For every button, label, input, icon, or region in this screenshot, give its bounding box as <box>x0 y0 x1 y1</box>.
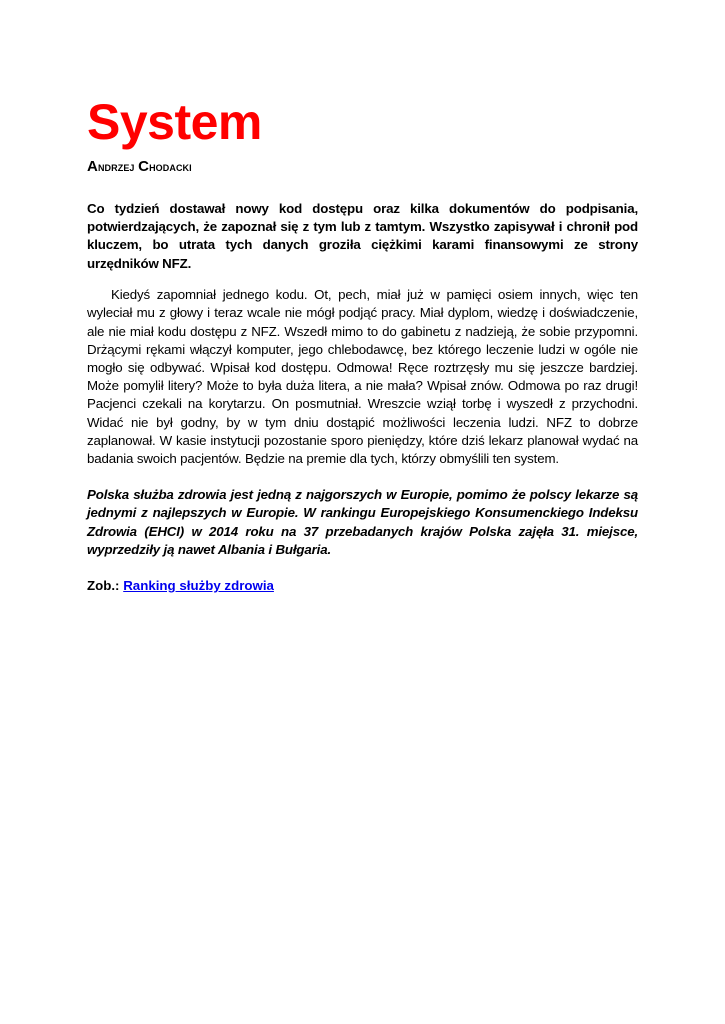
note-paragraph: Polska służba zdrowia jest jedną z najgorszych w Europie, pomimo że polscy lekarze są jednymi z najlepszych w Europie. W rankingu Europejskiego Konsumenckiego Indeksu Zdrowia (EHCI) w 2014 roku na 37 przebadanych krajów Polska zajęła 31. miejsce, wyprzedziły ją nawet Albania i Bułgaria. <box>87 487 638 557</box>
ranking-link[interactable]: Ranking służby zdrowia <box>123 577 274 593</box>
author-first-initial: A <box>87 158 98 175</box>
document-title: System <box>87 94 262 150</box>
author-first-rest: ndrzej <box>97 160 135 174</box>
see-also <box>87 577 638 595</box>
document-page <box>87 92 638 595</box>
author-last-rest: hodacki <box>149 160 192 174</box>
see-also-label: Zob.: <box>87 577 120 593</box>
lead-paragraph: Co tydzień dostawał nowy kod dostępu oraz kilka dokumentów do podpisania, potwierdzających, że zapoznał się z tym lub z tamtym. Wszystko zapisywał i chronił pod kluczem, bo utrata tych danych groziła ciężkimi karami finansowymi ze strony urzędników NFZ. <box>87 201 638 271</box>
author-last-initial: C <box>138 158 150 175</box>
body-paragraph: Kiedyś zapomniał jednego kodu. Ot, pech, miał już w pamięci osiem innych, więc ten wyleciał mu z głowy i teraz wcale nie mógł podjąć pracy. Miał dyplom, wiedzę i doświadczenie, ale nie miał kodu dostępu z NFZ. Wszedł mimo to do gabinetu z nadzieją, że sobie przypomni. Drżącymi rękami włączył komputer, jego chlebodawcę, bez którego leczenie ludzi w ogóle nie mogło się odbywać. Wpisał kod dostępu. Odmowa! Ręce roztrzęsły mu się jeszcze bardziej. Może pomylił litery? Może to była duża litera, a nie mała? Wpisał znów. Odmowa po raz drugi! Pacjenci czekali na korytarzu. On posmutniał. Wreszcie wziął torbę i wyszedł z przychodni. Widać nie był godny, by w tym dniu dostąpić możliwości leczenia ludzi. NFZ to dobrze zaplanował. W kasie instytucji pozostanie sporo pieniędzy, które dziś lekarz planował wydać na badania swoich pacjentów. Będzie na premie dla tych, którzy obmyślili ten system. <box>87 287 638 466</box>
author-name <box>87 158 638 176</box>
